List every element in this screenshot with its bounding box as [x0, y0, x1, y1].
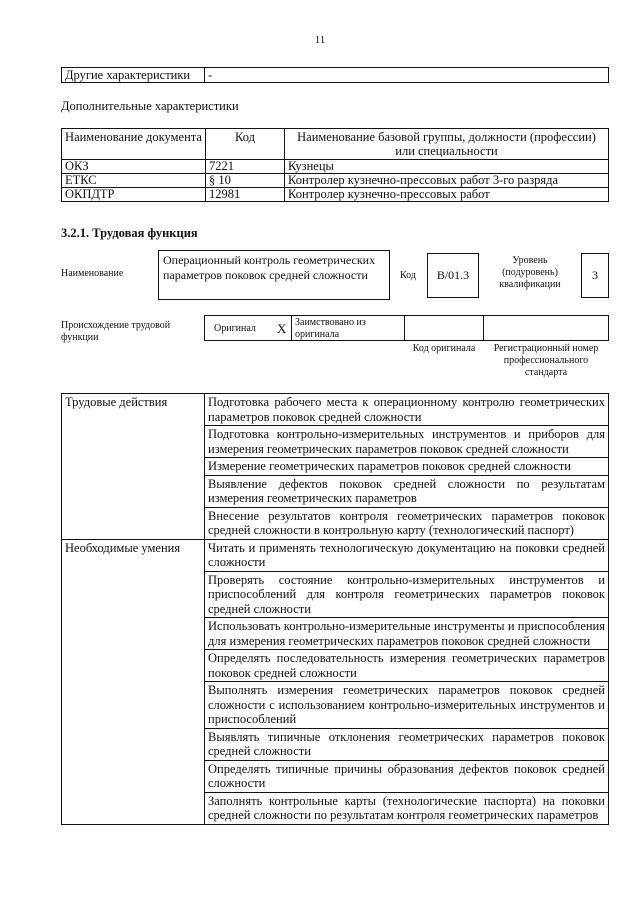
other-characteristics-value: -: [205, 68, 609, 83]
list-item: Проверять состояние контрольно-измерительных инструментов и приспособлений для контроля геометрических параметров поковок средней сложности: [205, 571, 609, 618]
origin-code-cell: [404, 315, 484, 341]
cell-name: Кузнецы: [285, 160, 609, 174]
additional-title: Дополнительные характеристики: [61, 99, 239, 113]
table-row: [62, 174, 609, 188]
list-item: Выявлять типичные отклонения геометрических параметров поковок средней сложности: [205, 728, 609, 760]
code-label: Код: [400, 270, 416, 281]
function-code-box: [427, 253, 479, 298]
list-item: Определять последовательность измерения геометрических параметров поковок средней сложности: [205, 650, 609, 682]
labor-actions-label: Трудовые действия: [62, 394, 205, 540]
cell-code: § 10: [206, 174, 285, 188]
reg-number-caption: Регистрационный номер профессионального стандарта: [493, 343, 599, 378]
additional-table: [61, 128, 609, 202]
list-item: Читать и применять технологическую документацию на поковки средней сложности: [205, 539, 609, 571]
list-item: Выполнять измерения геометрических параметров поковок средней сложности с использованием контрольно-измерительных инструментов и приспособлений: [205, 682, 609, 729]
list-item: Заполнять контрольные карты (технологические паспорта) на поковки средней сложности по результатам контроля геометрических параметров: [205, 792, 609, 824]
other-characteristics-label: Другие характеристики: [62, 68, 205, 83]
cell-doc: ОКЗ: [62, 160, 206, 174]
original-cell: [204, 315, 292, 341]
function-details-table: [61, 393, 609, 825]
section-title: 3.2.1. Трудовая функция: [61, 226, 198, 240]
level-box: [581, 253, 609, 298]
header-document: Наименование документа: [62, 129, 206, 160]
reg-number-cell: [483, 315, 609, 341]
list-item: Измерение геометрических параметров поковок средней сложности: [205, 458, 609, 476]
origin-code-caption: Код оригинала: [412, 343, 476, 354]
table-row: [62, 394, 609, 426]
list-item: Использовать контрольно-измерительные инструменты и приспособления для измерения геометрических параметров поковок средней сложности: [205, 618, 609, 650]
function-code: B/01.3: [436, 268, 470, 282]
cell-code: 7221: [206, 160, 285, 174]
function-name-box: [158, 250, 390, 300]
original-mark: X: [277, 321, 287, 336]
cell-name: Контролер кузнечно-прессовых работ: [285, 188, 609, 202]
function-name: Операционный контроль геометрических параметров поковок средней сложности: [163, 253, 376, 282]
table-row: [62, 188, 609, 202]
list-item: Подготовка контрольно-измерительных инструментов и приборов для измерения геометрических параметров поковок средней сложности: [205, 426, 609, 458]
list-item: Определять типичные причины образования дефектов поковок средней сложности: [205, 760, 609, 792]
cell-name: Контролер кузнечно-прессовых работ 3-го разряда: [285, 174, 609, 188]
level-label: Уровень (подуровень) квалификации: [499, 255, 561, 290]
other-characteristics-table: [61, 67, 609, 83]
cell-code: 12981: [206, 188, 285, 202]
borrowed-label: Заимствовано из оригинала: [295, 317, 366, 340]
name-label: Наименование: [61, 268, 124, 279]
header-group: Наименование базовой группы, должности (профессии) или специальности: [285, 129, 609, 160]
list-item: Внесение результатов контроля геометрических параметров поковок средней сложности в контрольную карту (технологический паспорт): [205, 507, 609, 539]
borrowed-cell: [291, 315, 405, 341]
table-row: [62, 539, 609, 571]
page-number: 11: [314, 34, 326, 46]
table-row: [62, 160, 609, 174]
header-code: Код: [206, 129, 285, 160]
origin-label: Происхождение трудовой функции: [61, 320, 171, 343]
skills-label: Необходимые умения: [62, 539, 205, 824]
original-label: Оригинал: [214, 323, 256, 334]
cell-doc: ОКПДТР: [62, 188, 206, 202]
list-item: Выявление дефектов поковок средней сложности по результатам измерения геометрических параметров: [205, 475, 609, 507]
list-item: Подготовка рабочего места к операционному контролю геометрических параметров поковок средней сложности: [205, 394, 609, 426]
level-value: 3: [592, 268, 598, 282]
cell-doc: ЕТКС: [62, 174, 206, 188]
